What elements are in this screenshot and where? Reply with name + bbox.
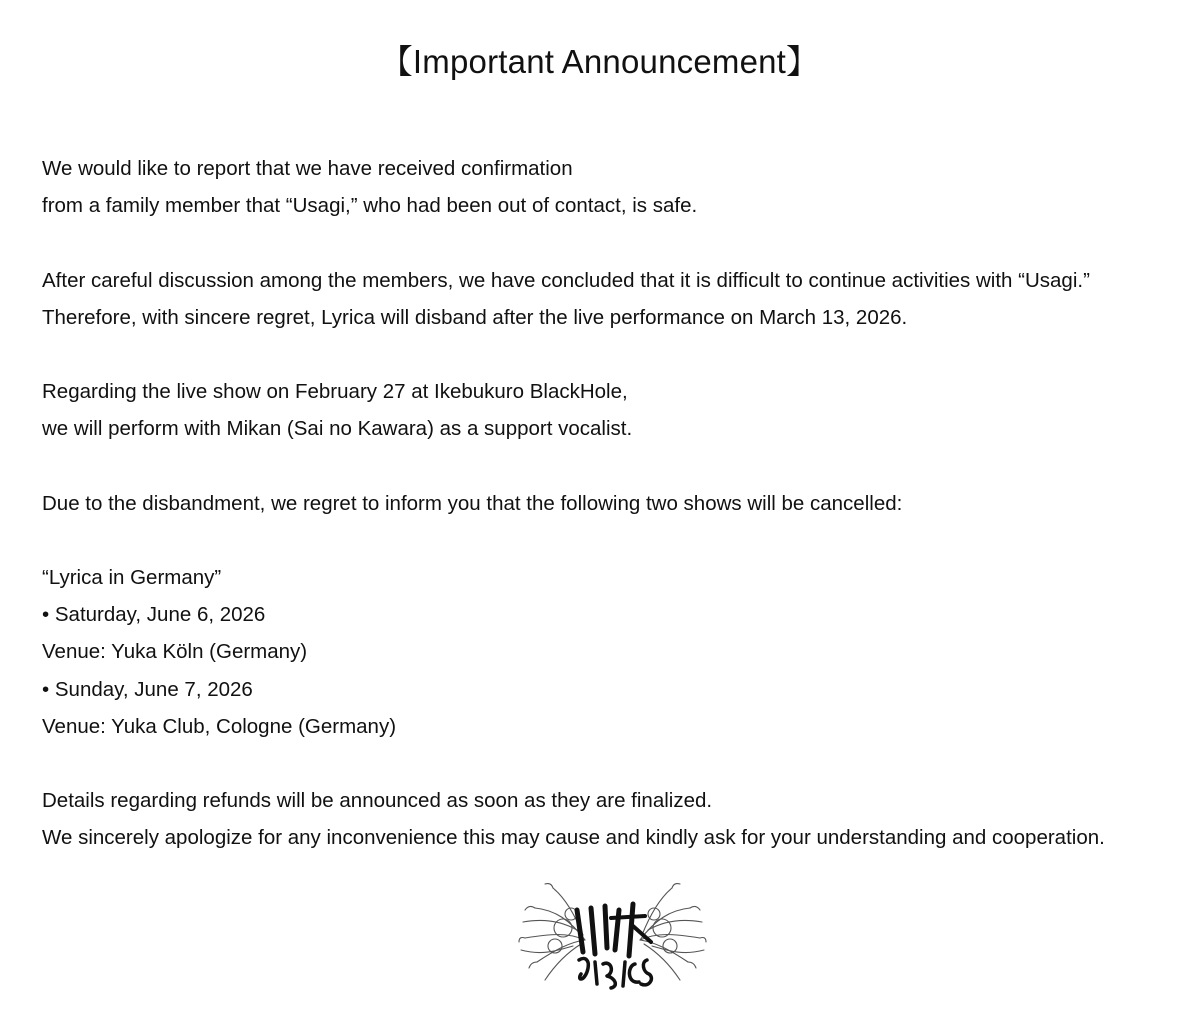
- event-title: “Lyrica in Germany”: [42, 566, 222, 590]
- event-venue-2: Venue: Yuka Club, Cologne (Germany): [42, 714, 397, 738]
- paragraph-gap: [42, 448, 1182, 485]
- body-line: We sincerely apologize for any inconvenience this may cause and kindly ask for your understanding and cooperation.: [42, 826, 1105, 850]
- announcement-body: [42, 150, 1182, 857]
- body-line: After careful discussion among the members, we have concluded that it is difficult to continue activities with “Usagi.”: [42, 268, 1090, 292]
- event-date-1: • Saturday, June 6, 2026: [42, 603, 266, 627]
- paragraph-gap: [42, 336, 1182, 373]
- event-date-2: • Sunday, June 7, 2026: [42, 677, 253, 701]
- paragraph-gap: [42, 224, 1182, 261]
- body-line: Therefore, with sincere regret, Lyrica will disband after the live performance on March 13, 2026.: [42, 305, 908, 329]
- paragraph-gap: [42, 522, 1182, 559]
- body-line: Due to the disbandment, we regret to inform you that the following two shows will be cancelled:: [42, 491, 903, 515]
- body-line: Regarding the live show on February 27 at Ikebukuro BlackHole,: [42, 380, 628, 404]
- body-line: we will perform with Mikan (Sai no Kawara) as a support vocalist.: [42, 417, 633, 441]
- body-line: We would like to report that we have received confirmation: [42, 157, 573, 180]
- paragraph-gap: [42, 745, 1182, 782]
- body-line: Details regarding refunds will be announced as soon as they are finalized.: [42, 789, 713, 813]
- body-line: from a family member that “Usagi,” who had been out of contact, is safe.: [42, 194, 698, 218]
- event-venue-1: Venue: Yuka Köln (Germany): [42, 640, 308, 664]
- lyrica-band-logo-icon: [515, 880, 710, 995]
- announcement-title: 【Important Announcement】: [379, 43, 820, 80]
